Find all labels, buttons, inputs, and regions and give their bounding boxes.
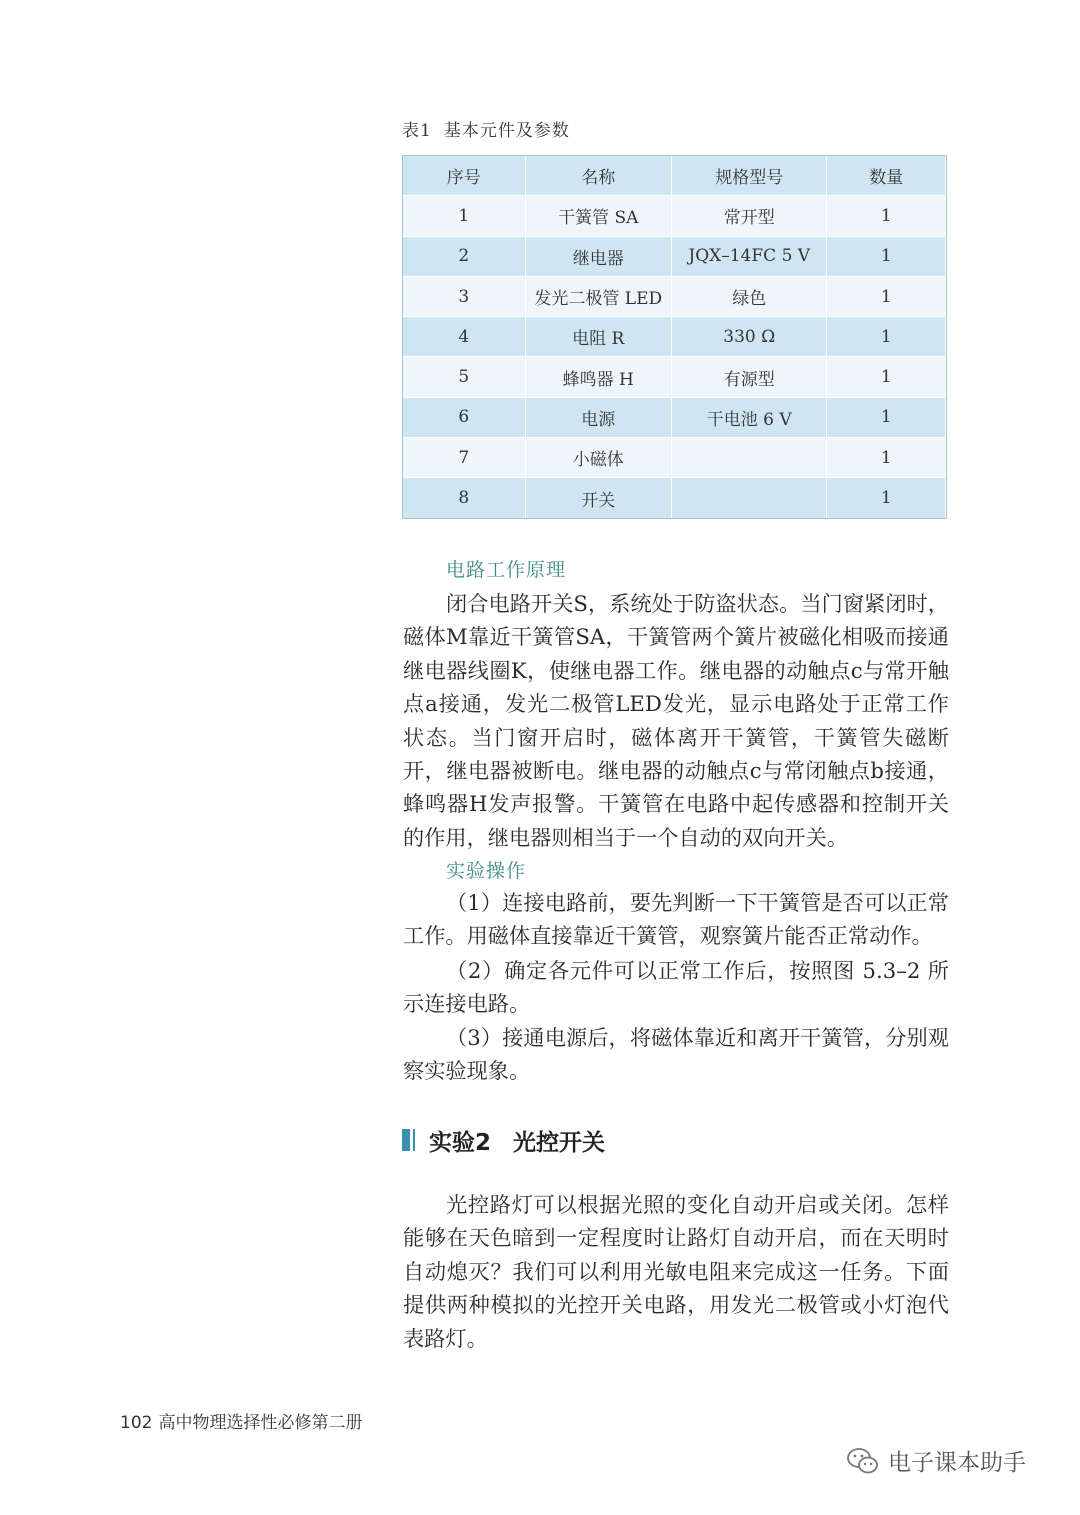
- components-table: [402, 155, 946, 519]
- experiment2-number: 实验2: [429, 1129, 492, 1156]
- table-cell: 蜂鸣器 H: [525, 357, 671, 397]
- table-cell: 小磁体: [525, 438, 671, 478]
- table-cell: 6: [403, 397, 526, 437]
- table-cell: 干簧管 SA: [525, 196, 671, 236]
- table-row: [403, 317, 946, 357]
- table-cell: 1: [827, 478, 946, 518]
- header-cell-quantity: 数量: [827, 156, 946, 196]
- table-row: [403, 357, 946, 397]
- table-cell: 有源型: [671, 357, 826, 397]
- operation-step-3: （3）接通电源后，将磁体靠近和离开干簧管，分别观察实验现象。: [403, 1025, 949, 1084]
- header-cell-spec: 规格型号: [671, 156, 826, 196]
- table-row: [403, 196, 946, 236]
- table-caption-title: 基本元件及参数: [443, 121, 570, 141]
- table-caption: [402, 116, 570, 141]
- table-row: [403, 397, 946, 437]
- table-cell: 3: [403, 276, 526, 316]
- table-cell: 发光二极管 LED: [525, 276, 671, 316]
- table-cell: 1: [827, 276, 946, 316]
- table-cell: 5: [403, 357, 526, 397]
- table-cell: [671, 478, 826, 518]
- operation-heading: 实验操作: [446, 860, 527, 882]
- table-cell: 330 Ω: [671, 317, 826, 357]
- header-cell-name: 名称: [525, 156, 671, 196]
- table-cell: 1: [827, 397, 946, 437]
- table-cell: 1: [827, 357, 946, 397]
- table-row: [403, 276, 946, 316]
- operation-step-1: （1）连接电路前，要先判断一下干簧管是否可以正常工作。用磁体直接靠近干簧管，观察簧片能否正常动作。: [403, 890, 949, 949]
- table-cell: 1: [827, 196, 946, 236]
- table-cell: 电源: [525, 397, 671, 437]
- operation-step-2: （2）确定各元件可以正常工作后，按照图 5.3–2 所示连接电路。: [403, 958, 949, 1017]
- experiment2-title: [402, 1120, 605, 1160]
- page-number: 102: [120, 1413, 153, 1433]
- table-cell: 干电池 6 V: [671, 397, 826, 437]
- principle-heading: 电路工作原理: [446, 559, 567, 581]
- table-cell: 1: [827, 236, 946, 276]
- table-cell: 4: [403, 317, 526, 357]
- table-row: [403, 478, 946, 518]
- page-footer: [120, 1408, 362, 1433]
- table-cell: [671, 438, 826, 478]
- table-cell: 开关: [525, 478, 671, 518]
- table-cell: 绿色: [671, 276, 826, 316]
- table-cell: 1: [403, 196, 526, 236]
- table-cell: 常开型: [671, 196, 826, 236]
- table-cell: 1: [827, 317, 946, 357]
- table-row: [403, 236, 946, 276]
- table-cell: 2: [403, 236, 526, 276]
- table-cell: 电阻 R: [525, 317, 671, 357]
- table-cell: 1: [827, 438, 946, 478]
- table-row: [403, 438, 946, 478]
- table-caption-number: 表1: [402, 121, 432, 141]
- principle-paragraph: 闭合电路开关S，系统处于防盗状态。当门窗紧闭时，磁体M靠近干簧管SA，干簧管两个簧片被磁化相吸而接通继电器线圈K，使继电器工作。继电器的动触点c与常开触点a接通，发光二极管LED发光，显示电路处于正常工作状态。当门窗开启时，磁体离开干簧管，干簧管失磁断开，继电器被断电。继电器的动触点c与常闭触点b接通，蜂鸣器H发声报警。干簧管在电路中起传感器和控制开关的作用，继电器则相当于一个自动的双向开关。: [403, 591, 949, 850]
- book-title: 高中物理选择性必修第二册: [158, 1413, 363, 1433]
- table-cell: 7: [403, 438, 526, 478]
- experiment2-title-text: 光控开关: [513, 1129, 606, 1156]
- watermark: [846, 1444, 1026, 1477]
- table-cell: JQX–14FC 5 V: [671, 236, 826, 276]
- watermark-text: 电子课本助手: [888, 1450, 1026, 1476]
- table-header-row: [403, 156, 946, 196]
- table-cell: 继电器: [525, 236, 671, 276]
- wechat-icon: [846, 1446, 880, 1476]
- header-cell-index: 序号: [403, 156, 526, 196]
- experiment2-paragraph: 光控路灯可以根据光照的变化自动开启或关闭。怎样能够在天色暗到一定程度时让路灯自动开启，而在天明时自动熄灭？我们可以利用光敏电阻来完成这一任务。下面提供两种模拟的光控开关电路，用发光二极管或小灯泡代表路灯。: [403, 1192, 949, 1351]
- section-marker-icon: [402, 1129, 415, 1151]
- table-cell: 8: [403, 478, 526, 518]
